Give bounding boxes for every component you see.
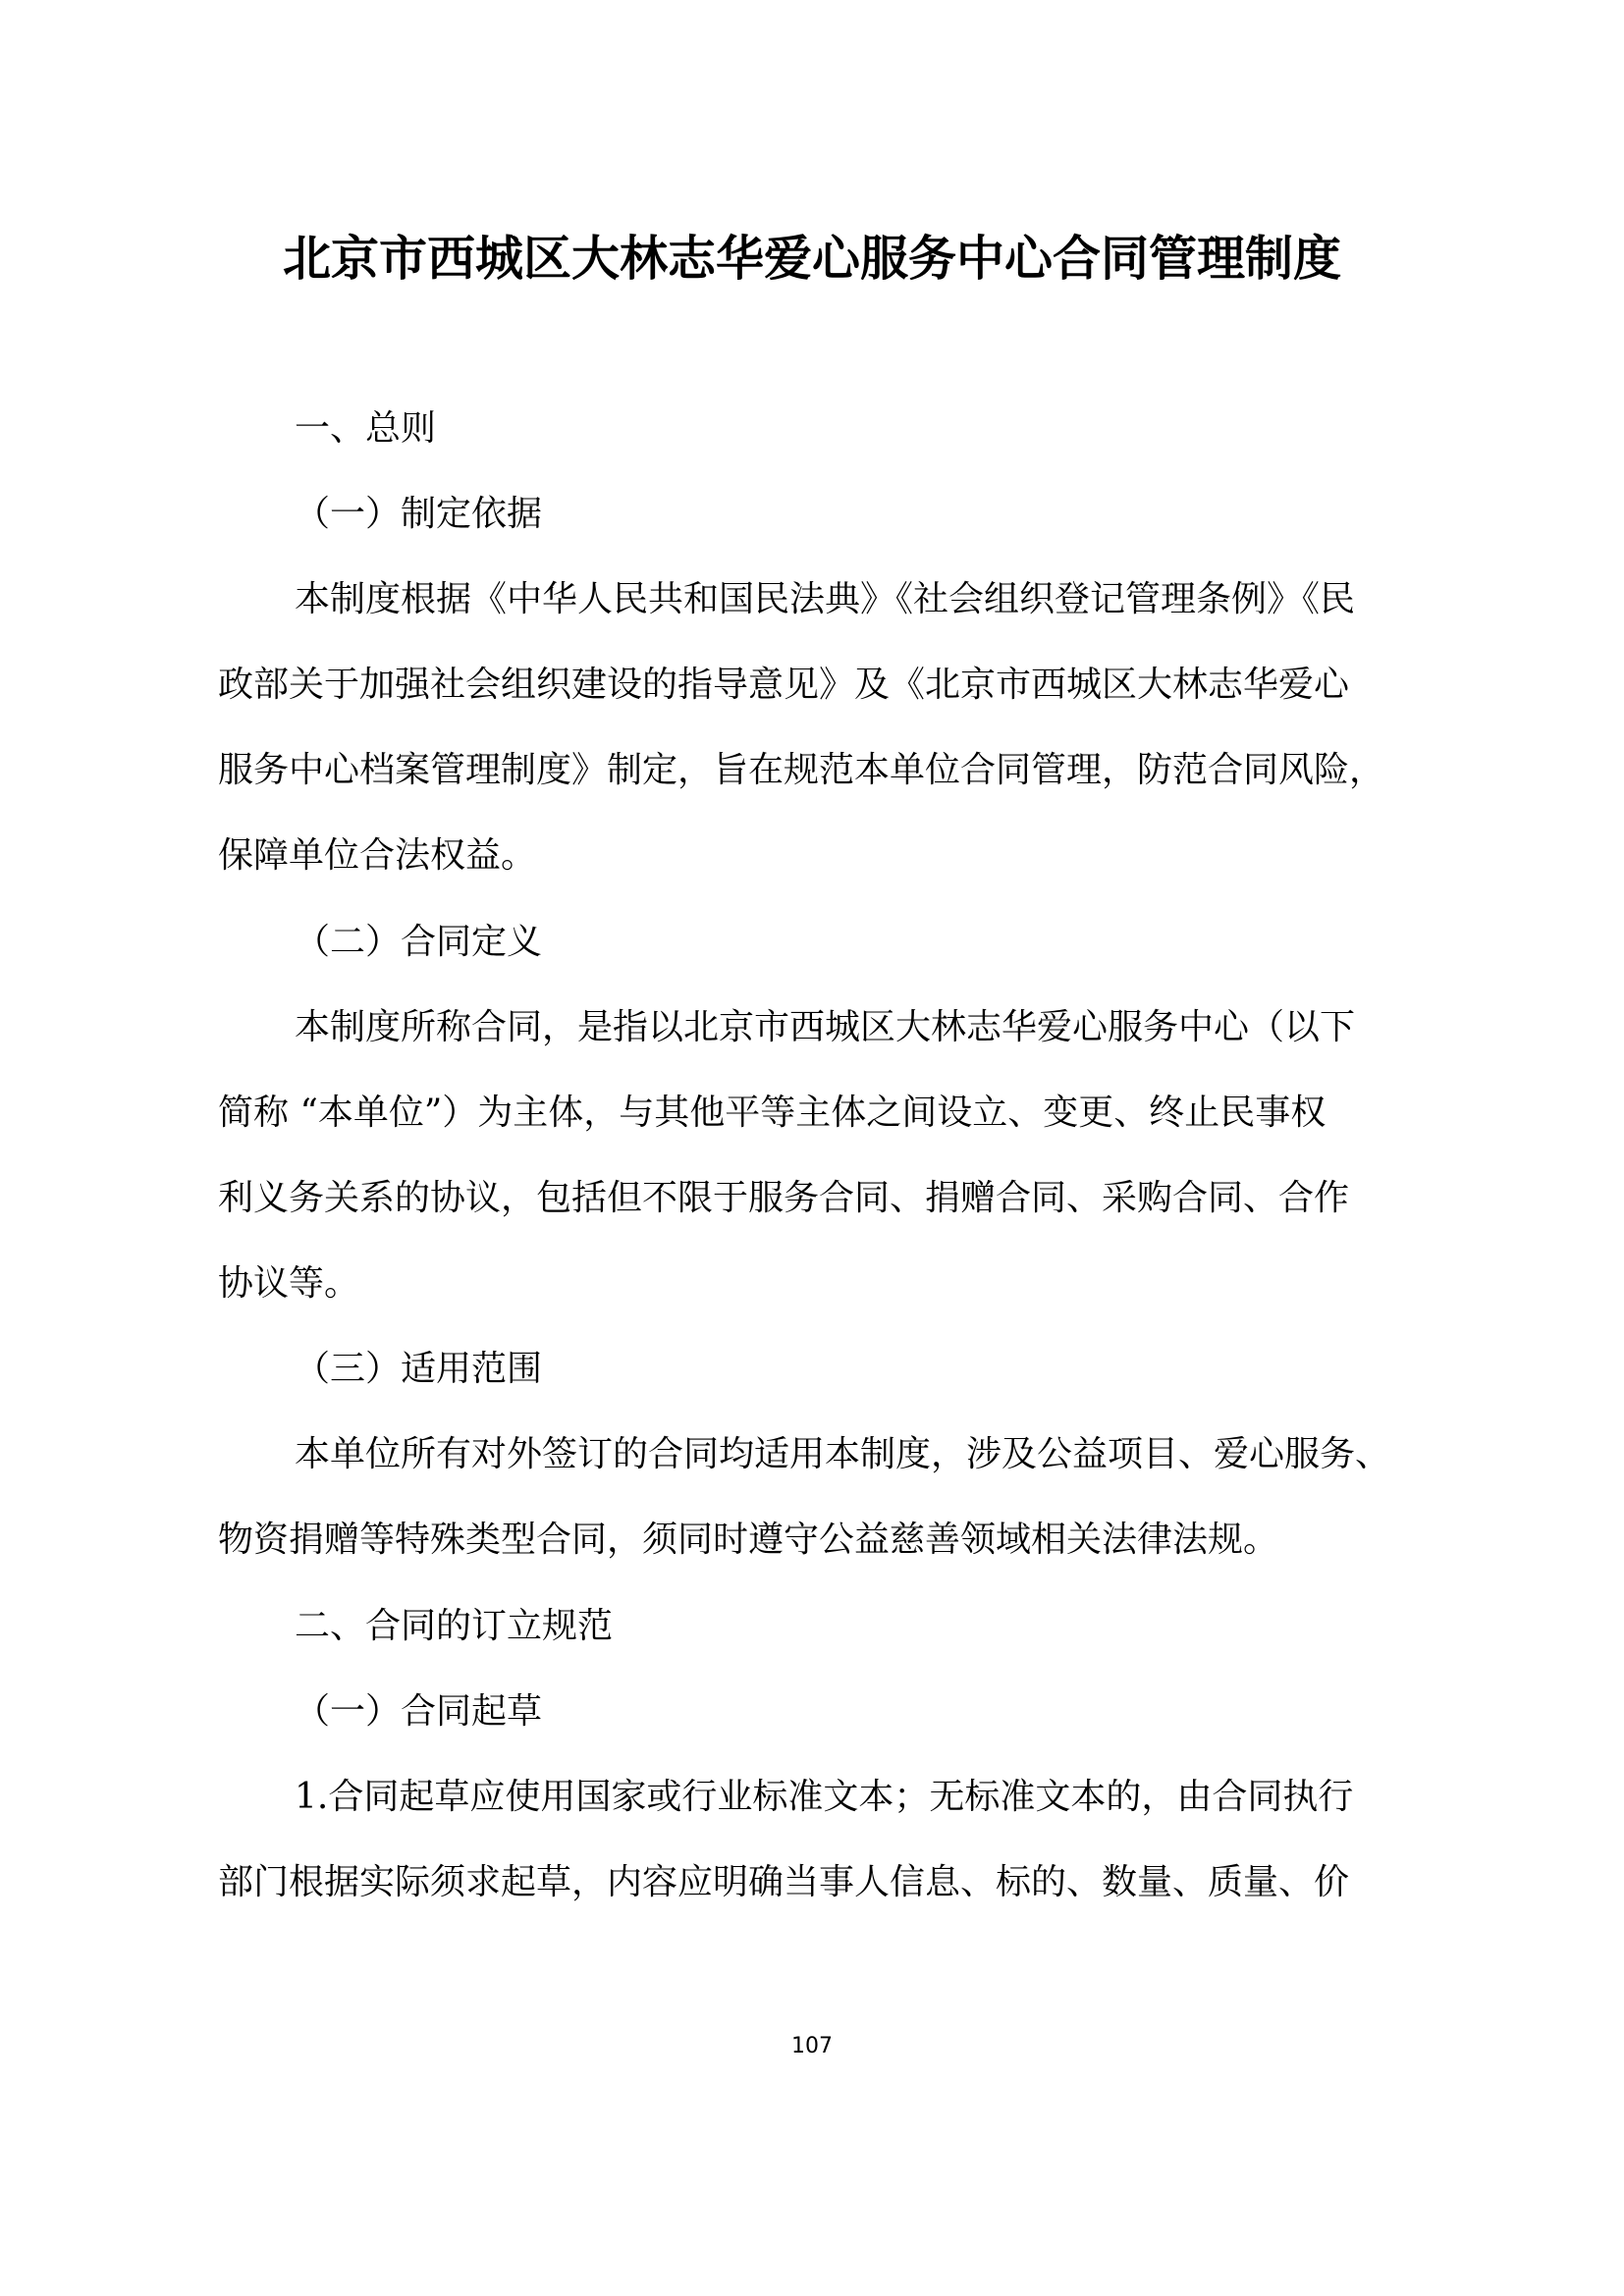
paragraph-line: 本制度根据《中华人民共和国民法典》《社会组织登记管理条例》《民 (295, 579, 1356, 619)
paragraph-line: 利义务关系的协议，包括但不限于服务合同、捐赠合同、采购合同、合作 (218, 1178, 1350, 1218)
paragraph-line: 服务中心档案管理制度》制定，旨在规范本单位合同管理，防范合同风险， (218, 750, 1385, 790)
paragraph-line: 简称 “本单位”）为主体，与其他平等主体之间设立、变更、终止民事权 (218, 1093, 1326, 1133)
subsection-heading-scope: （三）适用范围 (295, 1349, 543, 1389)
section-heading-conclusion: 二、合同的订立规范 (295, 1606, 614, 1646)
paragraph-line: 本单位所有对外签订的合同均适用本制度，涉及公益项目、爱心服务、 (295, 1434, 1391, 1474)
paragraph-line: 部门根据实际须求起草，内容应明确当事人信息、标的、数量、质量、价 (218, 1862, 1350, 1902)
subsection-heading-definition: （二）合同定义 (295, 922, 543, 962)
page-number: 107 (791, 2034, 833, 2058)
subsection-heading-drafting: （一）合同起草 (295, 1691, 543, 1732)
paragraph-line: 保障单位合法权益。 (218, 835, 537, 876)
section-heading-general: 一、总则 (295, 408, 437, 449)
paragraph-line: 物资捐赠等特殊类型合同，须同时遵守公益慈善领域相关法律法规。 (218, 1520, 1279, 1560)
paragraph-line: 协议等。 (218, 1263, 360, 1304)
document-title: 北京市西城区大林志华爱心服务中心合同管理制度 (282, 230, 1341, 287)
paragraph-line: 政部关于加强社会组织建设的指导意见》及《北京市西城区大林志华爱心 (218, 665, 1350, 705)
subsection-heading-basis: （一）制定依据 (295, 494, 543, 534)
paragraph-line: 本制度所称合同，是指以北京市西城区大林志华爱心服务中心（以下 (295, 1007, 1356, 1047)
paragraph-line: 1.合同起草应使用国家或行业标准文本；无标准文本的，由合同执行 (295, 1777, 1354, 1817)
